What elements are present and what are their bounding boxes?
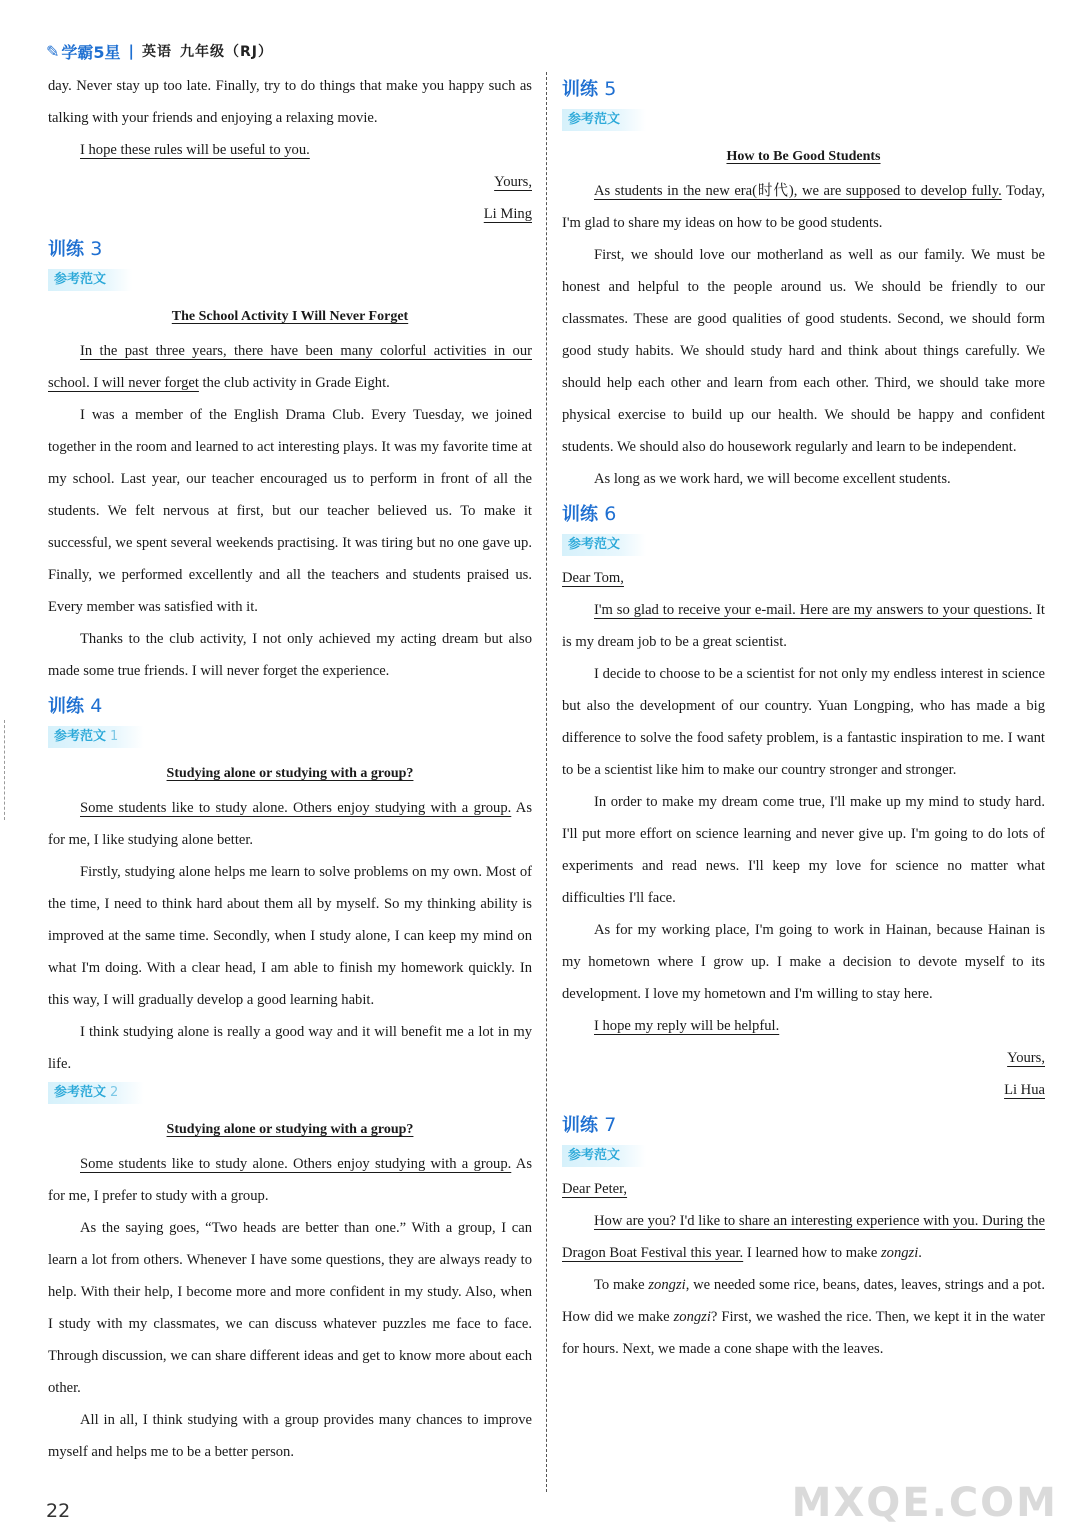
column-divider [546,72,547,1492]
model-essay-tag: 参考范文 [562,1145,646,1167]
essay-paragraph: Thanks to the club activity, I not only achieved my acting dream but also made some true friends. I will never forget the experience. [48,631,532,679]
model-essay-tag: 参考范文 [562,534,646,556]
section-title-5: 训练 5 [562,78,617,100]
essay-paragraph: As the saying goes, “Two heads are better than one.” With a group, I can learn a lot from others. Whenever I have some questions, they are always ready to help. With their help, I become more and more confident in my study. Also, when I study with my classmates, we can discuss whatever puzzles me face to face. Through discussion, we can share different ideas and get to know more about each other. [48,1220,532,1396]
right-column [562,70,1045,1365]
section-title-3: 训练 3 [48,238,103,260]
letter-paragraph: How are you? I'd like to share an interesting experience with you. During the Dragon Boat Festival this year. I learned how to make zongzi. [562,1213,1045,1261]
essay-title: The School Activity I Will Never Forget [171,309,409,324]
left-column [48,70,532,1468]
brand-name: 学霸5星 [61,42,121,62]
essay-paragraph: Firstly, studying alone helps me learn to solve problems on my own. Most of the time, I need to think hard about them all by myself. So my thinking ability is improved at the same time. Secondly, when I study alone, I can keep my mind on what I'm doing. With a clear head, I am able to finish my homework quickly. In this way, I will gradually develop a good learning habit. [48,864,532,1008]
section-title-7: 训练 7 [562,1114,617,1136]
letter-signature: Li Ming [483,206,532,222]
model-essay-tag-2: 参考范文 2 [48,1082,144,1104]
essay-title: Studying alone or studying with a group? [166,766,414,781]
page-number: 22 [46,1500,71,1522]
model-essay-tag: 参考范文 [48,269,132,291]
letter-signature: Li Hua [1004,1082,1045,1098]
brand-logo [46,40,121,63]
site-watermark: MXQE.COM [791,1480,1058,1526]
letter-paragraph: As for my working place, I'm going to work in Hainan, because Hainan is my hometown where I grow up. I make a decision to devote myself to its development. I love my hometown and I'm willing to stay here. [562,922,1045,1002]
header-grade: 九年级（RJ） [180,44,274,60]
essay-title: Studying alone or studying with a group? [166,1122,414,1137]
page-header [46,38,273,64]
essay-paragraph: All in all, I think studying with a group provides many chances to improve myself and helps me to be a better person. [48,1412,532,1460]
essay-paragraph: Some students like to study alone. Others enjoy studying with a group. As for me, I like studying alone better. [48,800,533,848]
binding-edge-marks [4,720,9,820]
brand-feather-icon: ✎ [46,41,60,61]
essay-title: How to Be Good Students [726,149,881,164]
header-subject: 英语 [142,44,173,60]
model-essay-tag: 参考范文 [562,109,646,131]
essay-paragraph: Some students like to study alone. Others enjoy studying with a group. As for me, I prefer to study with a group. [48,1156,533,1204]
letter-closing: Yours, [494,174,532,190]
essay-paragraph: In the past three years, there have been many colorful activities in our school. I will never forget the club activity in Grade Eight. [48,343,532,391]
intro-paragraph: day. Never stay up too late. Finally, try to do things that make you happy such as talking with your friends and enjoying a relaxing movie. [48,78,532,126]
essay-paragraph: I was a member of the English Drama Club. Every Tuesday, we joined together in the room and learned to act interesting plays. It was my favorite time at my school. Last year, our teacher encouraged us to perform in front of all the students. We felt nervous at first, but our teacher believed us. To make it successful, we spent several weekends practising. It was tiring but no one gave up. Finally, we performed excellently and all the teachers and students praised us. Every member was satisfied with it. [48,407,532,615]
essay-paragraph: First, we should love our motherland as well as our family. We must be honest and helpful to the people around us. We should be friendly to our classmates. These are good qualities of good students. Second, we should form good study habits. We should study hard and think about things carefully. We should help each other and learn from each other. Third, we should take more physical exercise to build up our health. We should be happy and confident students. We should also do housework regularly and learn to be independent. [562,247,1045,455]
letter-closing: Yours, [1007,1050,1045,1066]
letter-paragraph: In order to make my dream come true, I'll make up my mind to study hard. I'll put more effort on science learning and never give up. I'm going to do lots of experiments and read news. I'll keep my love for science no matter what difficulties I'll face. [562,794,1045,906]
intro-closing-line: I hope these rules will be useful to you. [80,142,310,158]
letter-paragraph: I decide to choose to be a scientist for not only my endless interest in science but also the development of our country. Yuan Longping, who has made a big difference to solve the food safety problem, is a fantastic inspiration to me. I want to be a scientist like him to make our country stronger and stronger. [562,666,1045,778]
section-title-6: 训练 6 [562,503,617,525]
essay-paragraph: I think studying alone is really a good way and it will benefit me a lot in my life. [48,1024,532,1072]
letter-paragraph: To make zongzi, we needed some rice, beans, dates, leaves, strings and a pot. How did we make zongzi? First, we washed the rice. Then, we kept it in the water for hours. Next, we made a cone shape with the leaves. [562,1277,1046,1357]
letter-greeting: Dear Tom, [562,570,624,586]
header-separator: | [128,42,135,60]
section-title-4: 训练 4 [48,695,103,717]
model-essay-tag-1: 参考范文 1 [48,726,144,748]
essay-paragraph: As long as we work hard, we will become excellent students. [594,471,951,487]
letter-paragraph: I hope my reply will be helpful. [594,1018,780,1034]
letter-paragraph: I'm so glad to receive your e-mail. Here are my answers to your questions. It is my dream job to be a great scientist. [562,602,1045,650]
letter-greeting: Dear Peter, [562,1181,628,1197]
essay-paragraph: As students in the new era(时代), we are supposed to develop fully. Today, I'm glad to share my ideas on how to be good students. [562,183,1045,231]
